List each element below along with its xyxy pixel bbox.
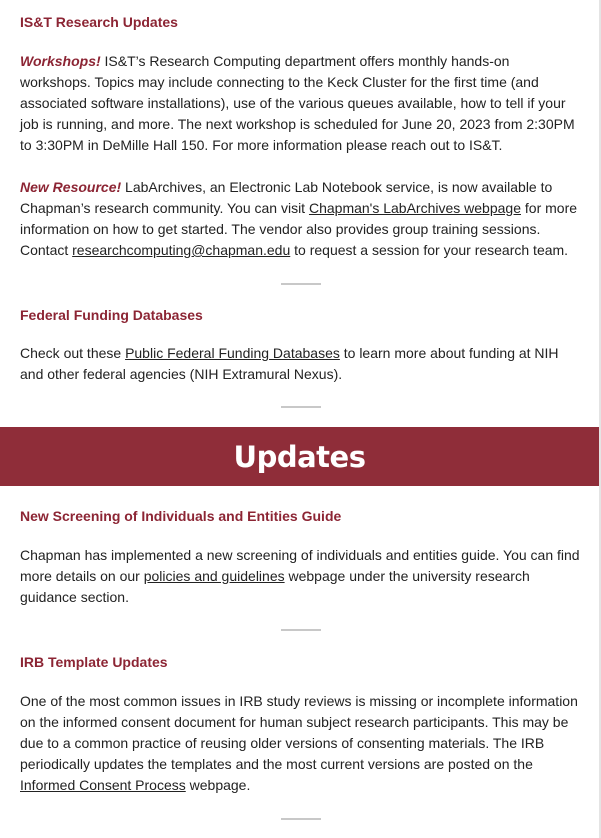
- funding-text-2: to learn more about funding at NIH and other federal agencies (NIH Extramural Nexus).: [20, 345, 559, 382]
- irb-text-1: One of the most common issues in IRB study reviews is missing or incomplete information on the informed consent document for human subject research participants. This may be due to a common practice of reusing older versions of consenting materials. The IRB periodically updates the templates and the most current versions are posted on the: [20, 693, 578, 772]
- resource-text-3: to request a session for your research team.: [290, 242, 569, 258]
- resource-text-2: for more information on how to get started. The vendor also provides group training sessions. Contact: [20, 200, 578, 258]
- researchcomputing-email-link[interactable]: researchcomputing@chapman.edu: [72, 242, 291, 258]
- screening-text-1: Chapman has implemented a new screening of individuals and entities guide. You can find more details on our: [20, 547, 580, 584]
- policies-guidelines-link[interactable]: policies and guidelines: [143, 568, 285, 584]
- updates-banner-title: Updates: [233, 439, 366, 474]
- funding-databases-link[interactable]: Public Federal Funding Databases: [125, 345, 340, 361]
- screening-title: New Screening of Individuals and Entities Guide: [20, 508, 342, 524]
- screening-section: [0, 486, 601, 608]
- funding-section: [0, 285, 601, 385]
- workshops-lead: Workshops!: [20, 53, 101, 69]
- resource-paragraph: [20, 177, 581, 261]
- resource-lead: New Resource!: [20, 179, 122, 195]
- research-section: [0, 0, 601, 261]
- irb-title: IRB Template Updates: [20, 654, 168, 670]
- resource-text-1: LabArchives, an Electronic Lab Notebook service, is now available to Chapman’s research community. You can visit: [20, 179, 553, 216]
- updates-banner: [0, 427, 599, 486]
- workshops-text: IS&T’s Research Computing department offers monthly hands-on workshops. Topics may include connecting to the Keck Cluster for the first time (and associated software installations), use of the various queues available, how to tell if your job is running, and more. The next workshop is scheduled for June 20, 2023 from 2:30PM to 3:30PM in DeMille Hall 150. For more information please reach out to IS&T.: [20, 53, 575, 153]
- research-title: IS&T Research Updates: [20, 14, 178, 30]
- divider: [281, 406, 321, 408]
- screening-paragraph: [20, 545, 581, 608]
- funding-text-1: Check out these: [20, 345, 126, 361]
- irb-section: [0, 631, 601, 796]
- irb-text-2: webpage.: [185, 777, 251, 793]
- funding-paragraph: [20, 343, 581, 385]
- funding-title: Federal Funding Databases: [20, 307, 203, 323]
- irb-paragraph: [20, 691, 581, 796]
- workshops-paragraph: [20, 51, 581, 156]
- divider: [281, 818, 321, 820]
- labarchives-link[interactable]: Chapman's LabArchives webpage: [308, 200, 521, 216]
- screening-text-2: webpage under the university research guidance section.: [20, 568, 530, 605]
- informed-consent-link[interactable]: Informed Consent Process: [20, 777, 186, 793]
